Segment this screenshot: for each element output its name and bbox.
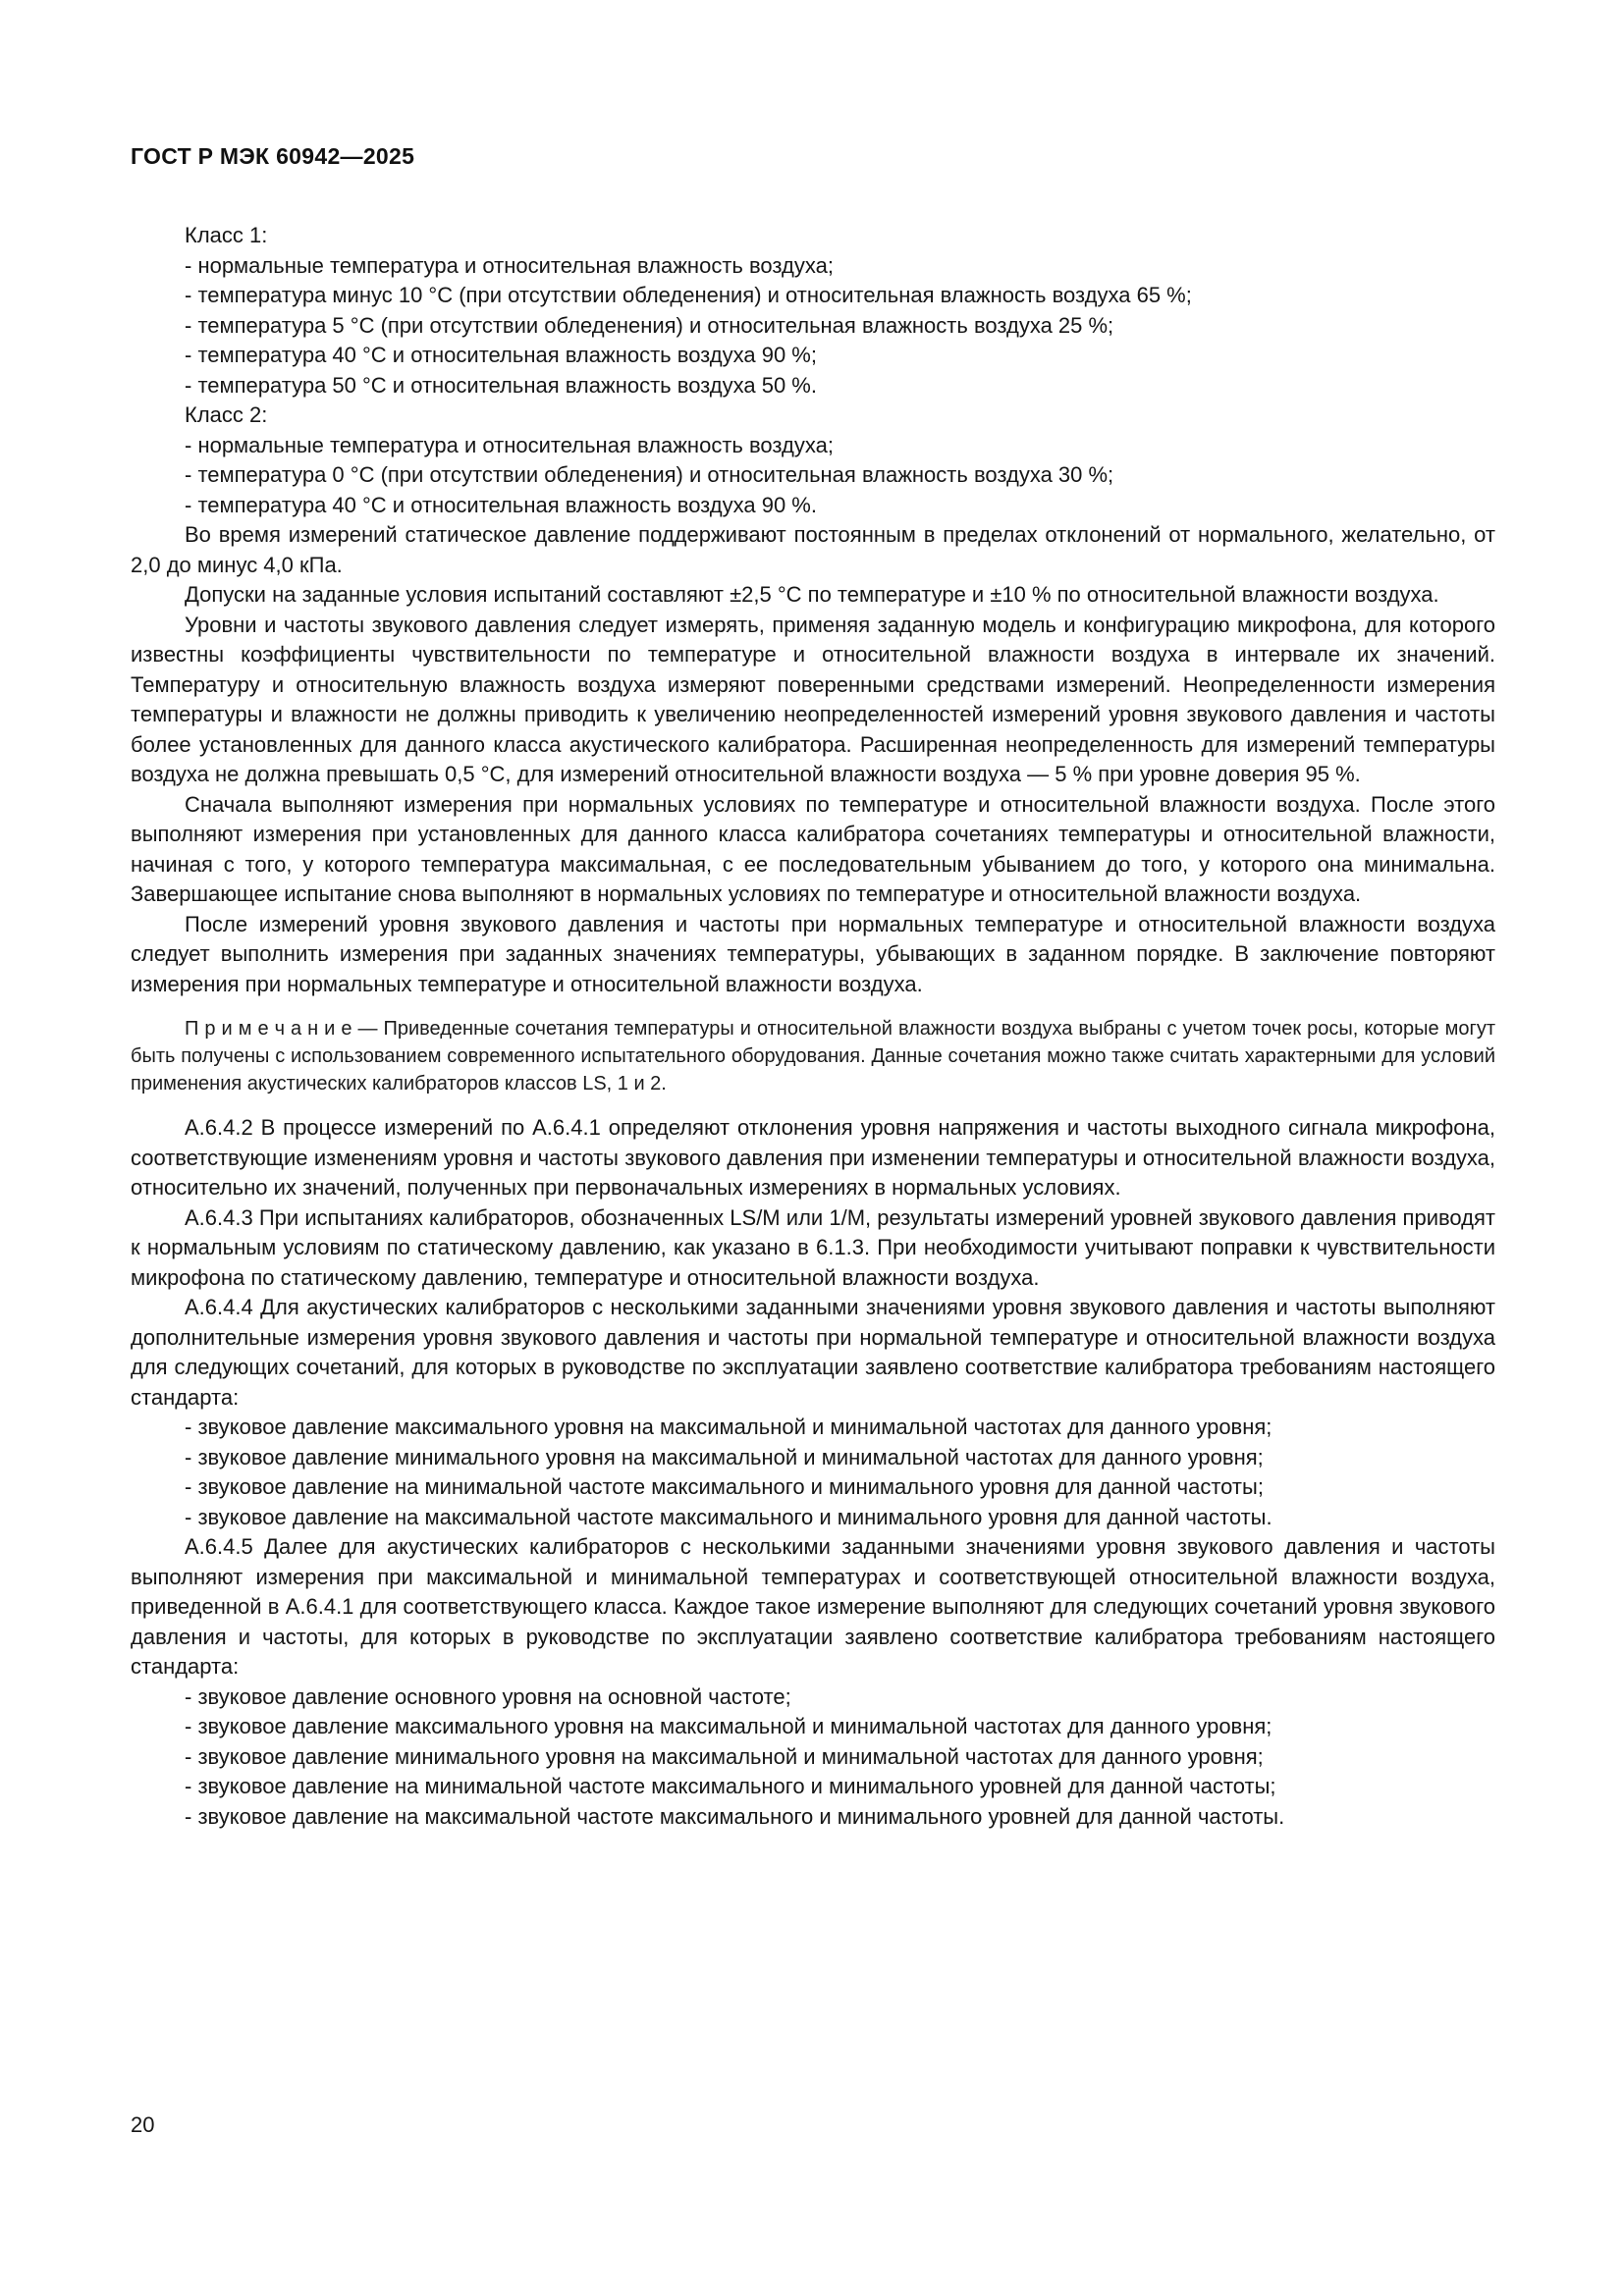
list-item: - температура 40 °С и относительная влажность воздуха 90 %. <box>185 492 817 517</box>
paragraph: Сначала выполняют измерения при нормальных условиях по температуре и относительной влажности воздуха. После этого выполняют измерения при установленных для данного класса калибратора сочетаниях температуры и относительной влажности, начиная с того, у которого температура максимальная, с ее последовательным убыванием до того, у которого она минимальна. Завершающее испытание снова выполняют в нормальных условиях по температуре и относительной влажности воздуха. <box>131 791 1495 906</box>
list-item: - температура 0 °С (при отсутствии обледенения) и относительная влажность воздуха 30 %; <box>185 462 1114 487</box>
paragraph: А.6.4.5 Далее для акустических калибраторов с несколькими заданными значениями уровня звукового давления и частоты выполняют измерения при максимальной и минимальной температурах и соответствующей относительной влажности воздуха, приведенной в А.6.4.1 для соответствующего класса. Каждое такое измерение выполняют для следующих сочетаний уровня звукового давления и частоты, для которых в руководстве по эксплуатации заявлено соответствие калибратора требованиям настоящего стандарта: <box>131 1534 1495 1679</box>
list-item: - температура 50 °С и относительная влажность воздуха 50 %. <box>185 372 817 398</box>
list-item: - звуковое давление на максимальной частоте максимального и минимального уровней для данной частоты. <box>185 1803 1285 1829</box>
page-number: 20 <box>131 2112 155 2137</box>
list-item: - нормальные температура и относительная влажность воздуха; <box>185 432 834 457</box>
paragraph: Допуски на заданные условия испытаний составляют ±2,5 °С по температуре и ±10 % по относительной влажности воздуха. <box>185 582 1439 607</box>
note-paragraph: П р и м е ч а н и е — Приведенные сочетания температуры и относительной влажности воздуха выбраны с учетом точек росы, которые могут быть получены с использованием современного испытательного оборудования. Данные сочетания можно также считать характерными для условий применения акустических калибраторов классов LS, 1 и 2. <box>131 1018 1495 1095</box>
list-item: - звуковое давление на минимальной частоте максимального и минимального уровня для данной частоты; <box>185 1474 1264 1499</box>
list-item: - нормальные температура и относительная влажность воздуха; <box>185 252 834 278</box>
paragraph: А.6.4.3 При испытаниях калибраторов, обозначенных LS/M или 1/M, результаты измерений уровней звукового давления приводят к нормальным условиям по статическому давлению, как указано в 6.1.3. При необходимости учитывают поправки к чувствительности микрофона по статическому давлению, температуре и относительной влажности воздуха. <box>131 1204 1495 1290</box>
list-item: - звуковое давление на минимальной частоте максимального и минимального уровней для данной частоты; <box>185 1774 1276 1798</box>
list-item: - звуковое давление минимального уровня на максимальной и минимальной частотах для данного уровня; <box>185 1444 1264 1469</box>
list-item: - звуковое давление максимального уровня на максимальной и минимальной частотах для данного уровня; <box>185 1415 1272 1439</box>
paragraph: После измерений уровня звукового давления и частоты при нормальных температуре и относительной влажности воздуха следует выполнить измерения при заданных значениях температуры, убывающих в заданном порядке. В заключение повторяют измерения при нормальных температуре и относительной влажности воздуха. <box>131 911 1495 996</box>
paragraph: А.6.4.2 В процессе измерений по А.6.4.1 определяют отклонения уровня напряжения и частоты выходного сигнала микрофона, соответствующие изменениям уровня и частоты звукового давления при изменении температуры и относительной влажности воздуха, относительно их значений, полученных при первоначальных измерениях в нормальных условиях. <box>131 1115 1495 1200</box>
class-label-line: Класс 2: <box>185 402 268 427</box>
document-header-title: ГОСТ Р МЭК 60942—2025 <box>131 143 415 169</box>
document-body <box>131 221 1495 1832</box>
list-item: - звуковое давление основного уровня на основной частоте; <box>185 1683 791 1709</box>
paragraph: Во время измерений статическое давление поддерживают постоянным в пределах отклонений от нормального, желательно, от 2,0 до минус 4,0 кПа. <box>131 522 1495 577</box>
list-item: - температура минус 10 °С (при отсутствии обледенения) и относительная влажность воздуха 65 %; <box>185 283 1192 307</box>
list-item: - температура 5 °С (при отсутствии обледенения) и относительная влажность воздуха 25 %; <box>185 312 1114 338</box>
list-item: - звуковое давление максимального уровня на максимальной и минимальной частотах для данного уровня; <box>185 1714 1272 1738</box>
paragraph: Уровни и частоты звукового давления следует измерять, применяя заданную модель и конфигурацию микрофона, для которого известны коэффициенты чувствительности по температуре и относительной влажности воздуха в интервале их значений. Температуру и относительную влажность воздуха измеряют поверенными средствами измерений. Неопределенности измерения температуры и влажности не должны приводить к увеличению неопределенностей измерений уровня звукового давления и частоты более установленных для данного класса акустического калибратора. Расширенная неопределенность для измерений температуры воздуха не должна превышать 0,5 °С, для измерений относительной влажности воздуха — 5 % при уровне доверия 95 %. <box>131 612 1495 786</box>
list-item: - звуковое давление минимального уровня на максимальной и минимальной частотах для данного уровня; <box>185 1743 1264 1769</box>
list-item: - звуковое давление на максимальной частоте максимального и минимального уровня для данной частоты. <box>185 1504 1272 1529</box>
list-item: - температура 40 °С и относительная влажность воздуха 90 %; <box>185 343 817 367</box>
paragraph: А.6.4.4 Для акустических калибраторов с несколькими заданными значениями уровня звукового давления и частоты выполняют дополнительные измерения уровня звукового давления и частоты при нормальной температуре и относительной влажности воздуха для следующих сочетаний, для которых в руководстве по эксплуатации заявлено соответствие калибратора требованиям настоящего стандарта: <box>131 1295 1495 1410</box>
class-label-line: Класс 1: <box>185 223 268 247</box>
